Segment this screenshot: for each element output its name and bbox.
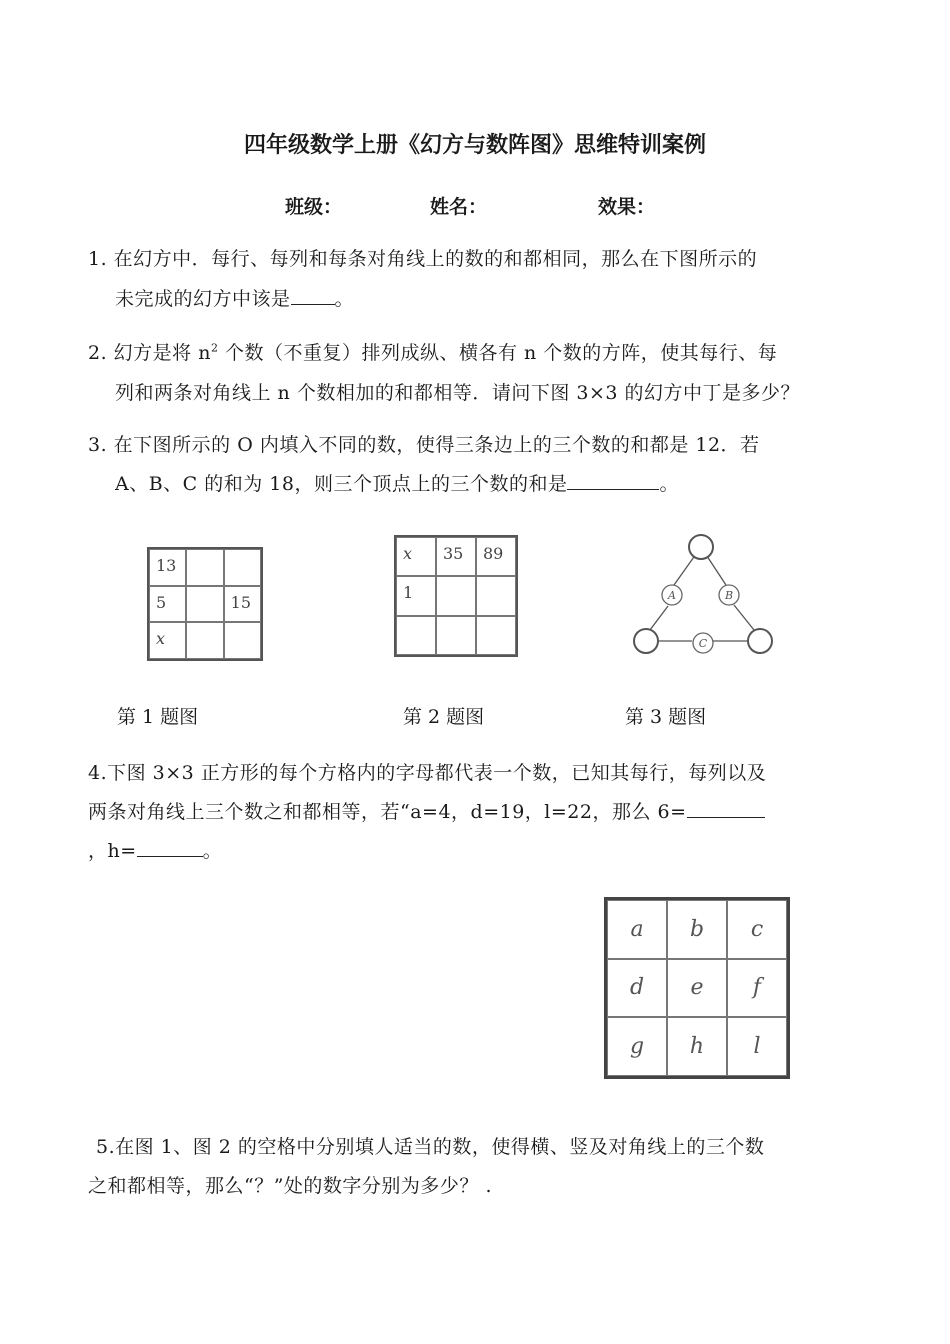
fig2-cell — [476, 576, 516, 615]
fig2-cell: 1 — [396, 576, 436, 615]
fig1-cell: x — [149, 622, 186, 659]
q2-line1 — [88, 338, 777, 365]
q1-line1: 1. 在幻方中．每行、每列和每条对角线上的数的和都相同，那么在下图所示的 — [88, 248, 758, 270]
fig3-edge — [650, 606, 668, 630]
q1-answer-blank[interactable] — [291, 286, 335, 305]
fig2-cell: 89 — [476, 537, 516, 576]
fig1-cell: 5 — [149, 586, 186, 623]
class-label: 班级： — [285, 196, 343, 218]
fig4-cell: d — [607, 959, 667, 1018]
q4-line2 — [88, 797, 765, 824]
fig3-edge — [734, 605, 754, 630]
q4-line3 — [88, 836, 222, 863]
q2-line1a: 2. 幻方是将 n — [88, 342, 211, 364]
fig3-vertex-circle — [689, 535, 713, 559]
q5-line2: 之和都相等，那么“？”处的数字分别为多少？ . — [88, 1175, 493, 1197]
q3-line1: 3. 在下图所示的 O 内填入不同的数，使得三条边上的三个数的和都是 12．若 — [88, 434, 760, 456]
fig2-cell: 35 — [436, 537, 476, 576]
q1-line2 — [115, 284, 354, 311]
fig4-cell: f — [727, 959, 787, 1018]
fig4-cell: b — [667, 900, 727, 959]
fig1-cell: 13 — [149, 549, 186, 586]
page-title: 四年级数学上册《幻方与数阵图》思维特训案例 — [243, 133, 706, 158]
fig3-vertex-circle — [634, 629, 658, 653]
fig1-cell — [224, 622, 261, 659]
fig3-label-b: B — [724, 589, 734, 602]
result-label: 效果： — [598, 196, 656, 218]
q4-line3-tail: 。 — [202, 840, 223, 862]
q3-line2-tail: 。 — [659, 473, 679, 495]
q4-answer-blank-1[interactable] — [687, 799, 765, 818]
fig2-cell: x — [396, 537, 436, 576]
q4-line3-text: ，h= — [88, 840, 137, 862]
q3-line2-text: A、B、C 的和为 18，则三个顶点上的三个数的和是 — [115, 473, 568, 495]
q2-exponent: 2 — [210, 341, 219, 355]
q3-answer-blank[interactable] — [567, 471, 659, 490]
fig4-cell: c — [727, 900, 787, 959]
fig4-cell: l — [727, 1017, 787, 1076]
fig4-cell: g — [607, 1017, 667, 1076]
q4-line1: 4.下图 3×3 正方形的每个方格内的字母都代表一个数，已知其每行，每列以及 — [88, 762, 767, 784]
fig1-cell: 15 — [224, 586, 261, 623]
figure-3-triangle — [624, 530, 784, 665]
fig4-cell: h — [667, 1017, 727, 1076]
fig2-cell — [436, 616, 476, 655]
caption-figure-3: 第 3 题图 — [625, 706, 707, 728]
caption-figure-2: 第 2 题图 — [403, 706, 485, 728]
fig3-label-c: C — [698, 637, 708, 650]
fig4-cell: a — [607, 900, 667, 959]
fig1-cell — [186, 549, 223, 586]
fig2-cell — [396, 616, 436, 655]
q2-line1b: 个数（不重复）排列成纵、横各有 n 个数的方阵，使其每行、每 — [218, 342, 778, 364]
q1-line2-tail: 。 — [334, 288, 355, 310]
fig3-vertex-circle — [748, 629, 772, 653]
fig4-cell: e — [667, 959, 727, 1018]
fig3-label-a: A — [668, 589, 676, 602]
fig1-cell — [186, 586, 223, 623]
figure-4-grid — [604, 897, 790, 1079]
figure-1-grid — [147, 547, 263, 661]
q4-line2-text: 两条对角线上三个数之和都相等，若“a=4，d=19，l=22，那么 6= — [88, 801, 687, 823]
q3-line2 — [115, 469, 679, 496]
fig2-cell — [476, 616, 516, 655]
q5-line1: 5.在图 1、图 2 的空格中分别填人适当的数，使得横、竖及对角线上的三个数 — [96, 1136, 765, 1158]
q1-line2-text: 未完成的幻方中该是 — [115, 288, 291, 310]
fig1-cell — [224, 549, 261, 586]
figure-2-grid — [394, 535, 518, 657]
fig1-cell — [186, 622, 223, 659]
fig2-cell — [436, 576, 476, 615]
name-label: 姓名： — [430, 196, 488, 218]
q4-answer-blank-2[interactable] — [137, 838, 203, 857]
caption-figure-1: 第 1 题图 — [117, 706, 199, 728]
q2-line2: 列和两条对角线上 n 个数相加的和都相等．请问下图 3×3 的幻方中丁是多少？ — [115, 382, 800, 404]
